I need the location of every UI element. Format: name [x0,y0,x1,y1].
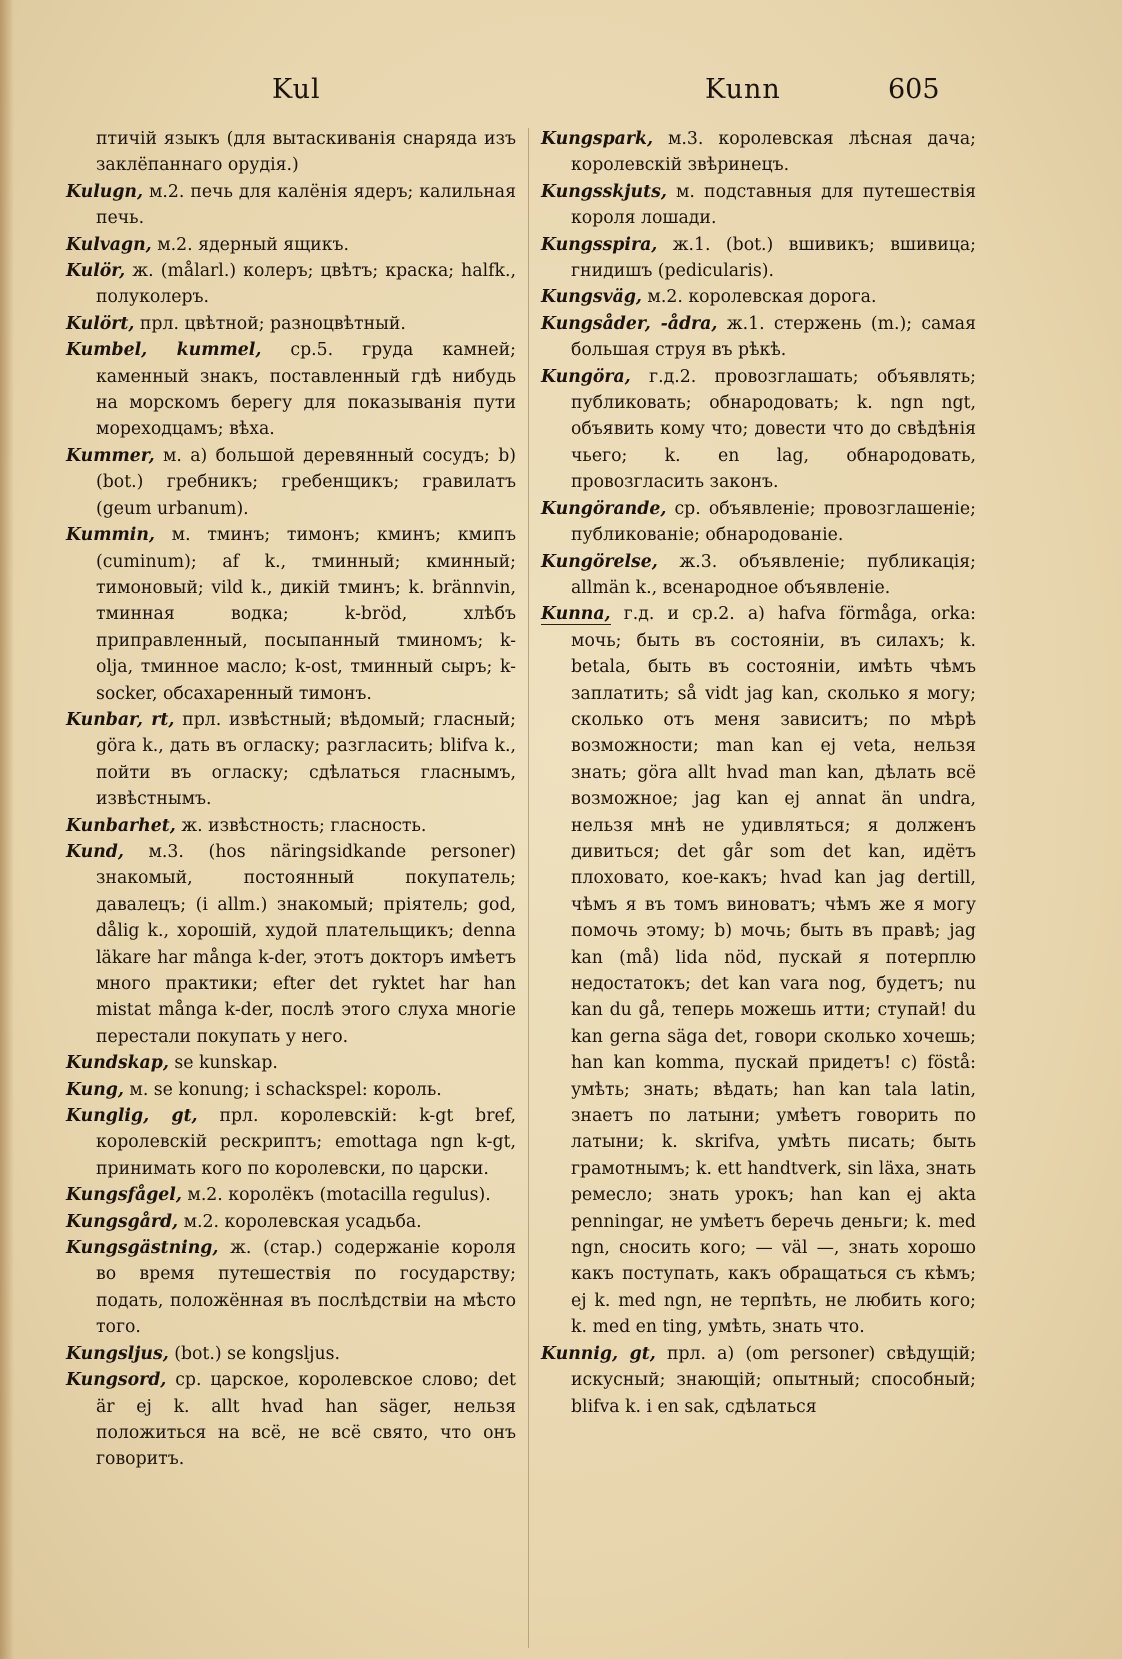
entry-headword: Kummer, [66,445,155,466]
entry-headword: Kundskap, [66,1053,169,1074]
entry-definition: м.2. ядерный ящикъ. [157,234,349,255]
dictionary-entry [66,179,516,232]
entry-headword: Kungsskjuts, [541,181,667,202]
right-running-headword: Kunn [705,74,781,105]
dictionary-entry [66,232,516,258]
page-header [0,74,1122,114]
entry-definition: м. подставныя для путешествія короля лошади. [571,181,977,229]
entry-headword: Kummin, [66,525,155,546]
entry-definition: (bot.) se kongsljus. [174,1343,341,1364]
entry-definition: ср. царское, королевское слово; det är ej k. allt hvad han säger, нельзя положиться на всё, не всё свято, что онъ говоритъ. [96,1370,516,1470]
entry-headword: Kungsgästning, [66,1238,219,1259]
dictionary-entry [541,232,976,285]
dictionary-entry [541,179,976,232]
left-column [66,126,516,1473]
entry-definition: м.3. королевская лѣсная дача; королевскій звѣринецъ. [571,129,976,176]
entry-headword: Kunbarhet, [66,815,176,836]
entry-headword: Kungsord, [66,1370,167,1391]
dictionary-entry [66,839,516,1050]
entry-headword: Kunnig, gt, [541,1343,656,1364]
dictionary-entry [541,311,976,364]
entry-headword: Kungspark, [541,129,653,149]
entry-headword: Kulugn, [66,181,143,202]
dictionary-entry [66,1209,516,1235]
entry-headword: Kungsgård, [66,1211,179,1232]
entry-headword: Kunglig, gt, [66,1106,198,1127]
dictionary-entry: птичій языкъ (для вытаскиванія снаряда изъ заклёпаннаго орудія.) [96,129,516,176]
column-divider [528,128,529,1648]
entry-headword: Kund, [66,841,124,862]
entry-definition: м.2. печь для калёнія ядеръ; калильная печь. [96,181,516,229]
dictionary-entry [66,1182,516,1208]
dictionary-entry [66,1235,516,1341]
dictionary-entry [541,496,976,549]
dictionary-entry [66,311,516,337]
entry-definition: м.2. королёкъ (motacilla regulus). [187,1185,491,1206]
entry-definition: м. тминъ; тимонъ; кминъ; кмипъ (cuminum); af k., тминный; кминный; тимоновый; vild k., дикій тминъ; k. brännvin, тминная водка; k-bröd, хлѣбъ приправленный, посыпанный тминомъ; k-olja, тминное масло; k-ost, тминный сыръ; k-socker, обсахаренный тимонъ. [96,525,516,704]
entry-definition: г.д. и ср.2. a) hafva förmåga, orka: мочь; быть въ состояніи, въ силахъ; k. betala, быть въ состояніи, имѣть чѣмъ заплатить; så vidt jag kan, сколько я могу; сколько отъ меня зависитъ; по мѣрѣ возможности; man kan ej veta, нельзя знать; göra allt hvad man kan, дѣлать всё возможное; jag kan ej annat än undra, нельзя мнѣ не удивляться; я долженъ дивиться; det går som det kan, идётъ плоховато, кое-какъ; hvad kan jag dertill, чѣмъ я въ томъ виноватъ; чѣмъ же я могу помочь этому; b) мочь; быть въ правѣ; jag kan (må) lida nöd, пускай я потерплю недостатокъ; det kan vara nog, будетъ; nu kan du gå, теперь можешь итти; ступай! du kan gerna säga det, говори сколько хочешь; han kan komma, пускай придетъ! c) föstå: умѣть; знать; вѣдать; han kan tala latin, знаетъ по латыни; умѣетъ говорить по латыни; k. skrifva, умѣть писать; быть грамотнымъ; k. ett handtverk, sin läxa, знать ремесло; знать урокъ; han kan ej akta penningar, не умѣетъ беречь деньги; k. med ngn, сносить кого; — väl —, знать хорошо какъ поступать, какъ обращаться съ кѣмъ; ej k. med ngn, не терпѣть, не любить кого; k. med en ting, умѣть, знать что. [571,604,976,1338]
entry-headword: Kulört, [66,313,135,334]
entry-definition: ж. извѣстность; гласность. [181,815,427,836]
dictionary-entry [66,1050,516,1076]
entry-definition: м.2. королевская усадьба. [183,1211,422,1232]
right-column [541,126,976,1420]
entry-definition: прл. цвѣтной; разноцвѣтный. [139,313,406,334]
entry-headword: Kung, [66,1079,124,1100]
entry-definition: ж.3. объявленіе; публикація; allmän k., всенародное объявленіе. [571,551,976,598]
entry-definition: se kunskap. [174,1053,278,1074]
entry-definition: ж. (målarl.) колеръ; цвѣтъ; краска; halfk., полуколеръ. [96,261,516,308]
dictionary-entry [66,522,516,707]
dictionary-entry [66,1367,516,1473]
dictionary-entry [541,549,976,602]
dictionary-entry [66,707,516,813]
left-running-headword: Kul [272,74,321,105]
entry-definition: м.2. королевская дорога. [647,287,877,308]
dictionary-entry [66,337,516,443]
entry-definition: ж.1. стержень (m.); самая большая струя въ рѣкѣ. [571,313,976,361]
entry-definition: м.3. (hos näringsidkande personer) знакомый, постоянный покупатель; давалецъ; (i allm.) знакомый; пріятель; god, dålig k., хорошій, худой плательщикъ; denna läkare har många k-der, этотъ докторъ имѣетъ много практики; efter det ryktet har han mistat många k-der, послѣ этого слуха многіе перестали покупать у него. [96,841,516,1047]
page-gutter-shadow [0,0,14,1659]
entry-definition: м. a) большой деревянный сосудъ; b) (bot.) гребникъ; гребенщикъ; гравилатъ (geum urbanum). [96,445,517,519]
entry-headword: Kungörelse, [541,551,658,572]
entry-headword: Kungöra, [541,366,631,387]
entry-headword: Kungsåder, -ådra, [541,313,718,334]
entry-definition: ж. (стар.) содержаніе короля во время путешествія по государству; подать, положённая въ послѣдствіи на мѣсто того. [96,1238,516,1338]
entry-headword: Kungsväg, [541,287,642,308]
entry-headword: Kulvagn, [66,234,152,255]
dictionary-entry [541,1341,976,1420]
entry-headword: Kulör, [66,261,126,282]
entry-definition: г.д.2. провозглашать; объявлять; публиковать; обнародовать; k. ngn ngt, объявить кому что; довести что до свѣдѣнія чьего; k. en lag, обнародовать, провозгласить законъ. [571,366,976,493]
dictionary-entry [66,1341,516,1367]
dictionary-entry [541,284,976,310]
dictionary-entry [541,601,976,1340]
dictionary-entry [66,443,516,522]
entry-definition: прл. королевскій: k-gt bref, королевскій рескриптъ; emottaga ngn k-gt, принимать кого по королевски, по царски. [96,1106,516,1179]
entry-headword: Kumbel, kummel, [66,340,262,361]
entry-definition: прл. извѣстный; вѣдомый; гласный; göra k., дать въ огласку; разгласить; blifva k., пойти въ огласку; сдѣлаться гласнымъ, извѣстнымъ. [96,709,516,810]
dictionary-entry [541,126,976,179]
dictionary-entry [66,1077,516,1103]
page-number: 605 [888,74,940,105]
entry-definition: прл. a) (om personer) свѣдущій; искусный; знающій; опытный; способный; blifva k. i en sak, сдѣлаться [571,1343,976,1417]
entry-headword: Kungörande, [541,498,667,519]
dictionary-entry [66,1103,516,1182]
dictionary-entry [541,364,976,496]
entry-definition: ср. объявленіе; провозглашеніе; публикованіе; обнародованіе. [571,498,976,546]
entry-headword: Kunna, [541,604,611,625]
entry-headword: Kungsspira, [541,234,658,255]
entry-definition: м. se konung; i schackspel: король. [129,1079,442,1100]
dictionary-entry [66,813,516,839]
entry-headword: Kungsfågel, [66,1185,182,1206]
entry-definition: ж.1. (bot.) вшивикъ; вшивица; гнидишъ (pedicularis). [571,234,976,282]
entry-headword: Kungsljus, [66,1343,169,1364]
entry-headword: Kunbar, rt, [66,709,175,730]
entry-definition: ср.5. груда камней; каменный знакъ, поставленный гдѣ нибудь на морскомъ берегу для показыванія пути мореходцамъ; вѣха. [96,340,516,440]
dictionary-entry [66,258,516,311]
